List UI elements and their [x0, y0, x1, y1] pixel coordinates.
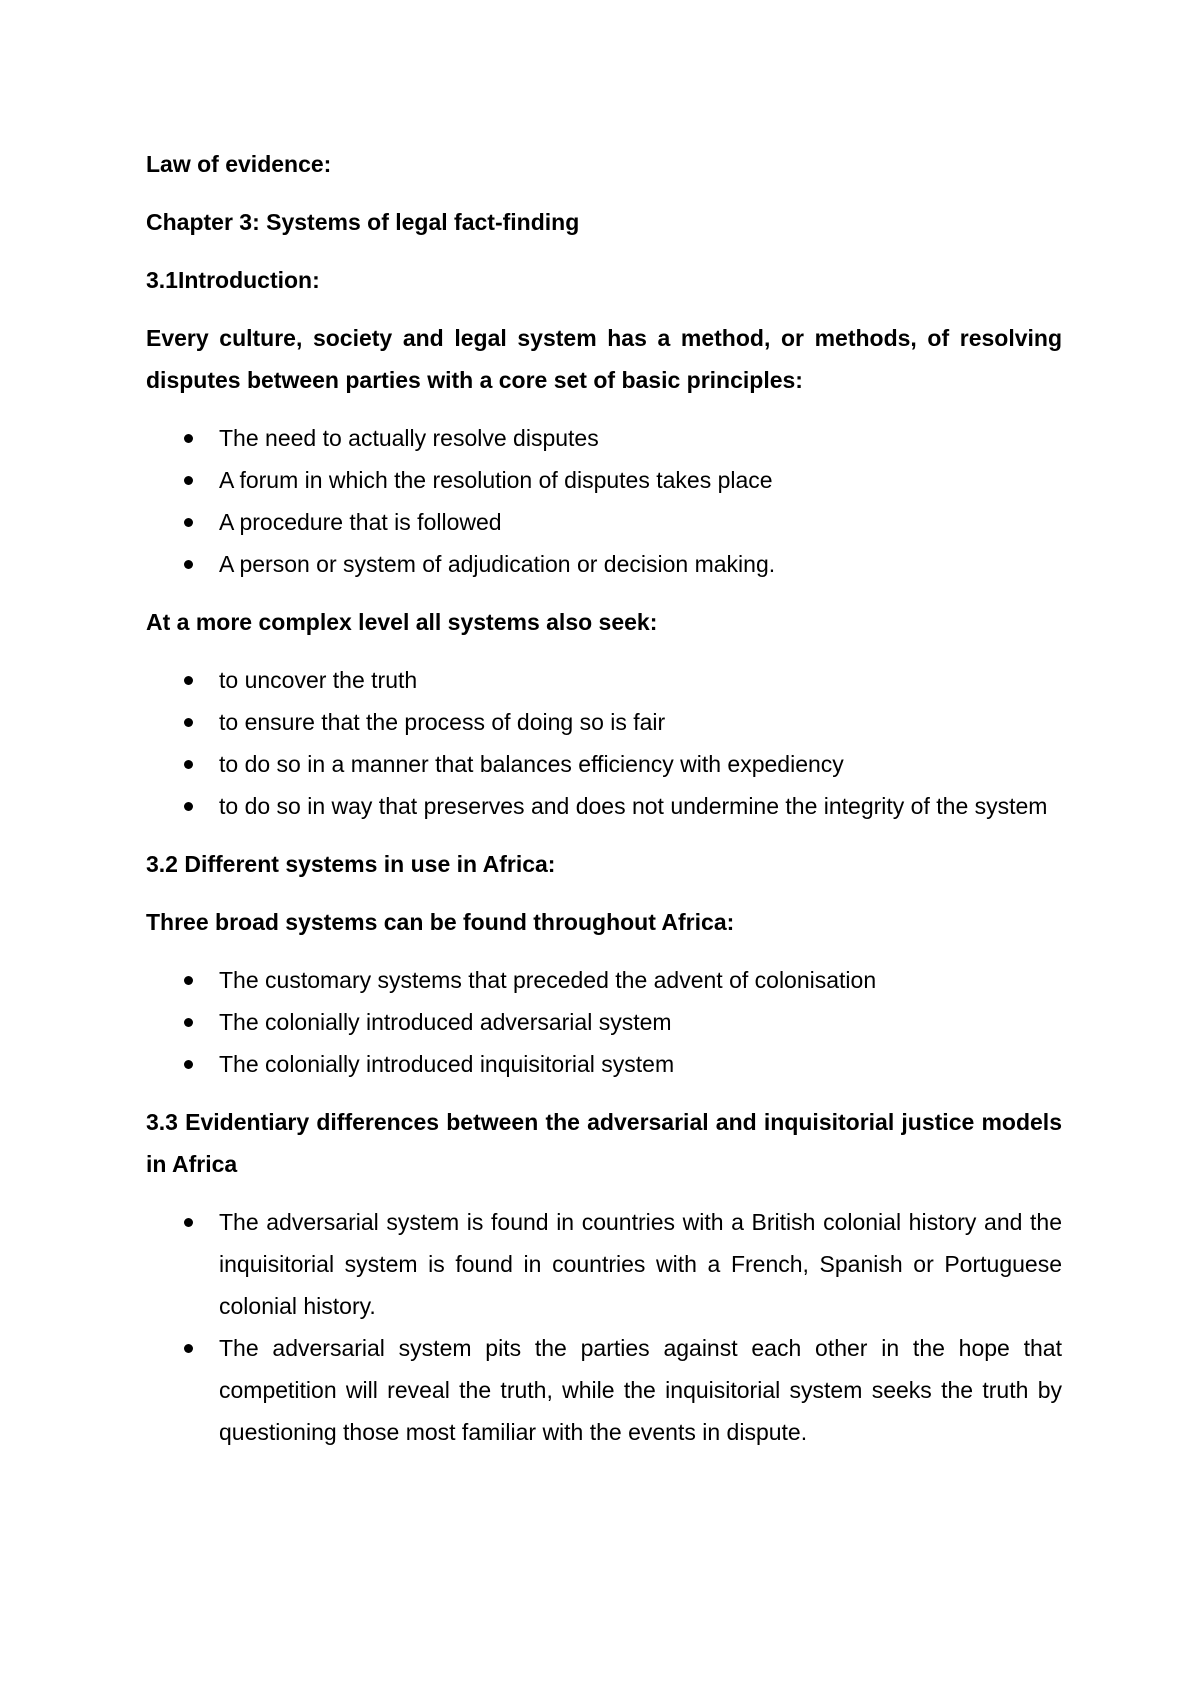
- list-item: [146, 501, 1062, 543]
- bullet-icon: [184, 1018, 193, 1027]
- systems-list: [146, 959, 1062, 1085]
- list-item-text: to do so in a manner that balances efficiency with expediency: [219, 751, 844, 777]
- list-item: [146, 659, 1062, 701]
- bullet-icon: [184, 760, 193, 769]
- list-item-text: The need to actually resolve disputes: [219, 425, 599, 451]
- bullet-icon: [184, 434, 193, 443]
- differences-list: [146, 1201, 1062, 1453]
- document-body: [146, 143, 1062, 1469]
- aims-list: [146, 659, 1062, 827]
- list-item: [146, 1327, 1062, 1453]
- list-item: [146, 1043, 1062, 1085]
- section-3-1-heading: 3.1Introduction:: [146, 267, 320, 293]
- section-3-3-heading: 3.3 Evidentiary differences between the adversarial and inquisitorial justice models in Africa: [146, 1109, 1062, 1177]
- list-item-text: to do so in way that preserves and does not undermine the integrity of the system: [219, 793, 1048, 819]
- complex-level-heading: At a more complex level all systems also seek:: [146, 609, 658, 635]
- bullet-icon: [184, 802, 193, 811]
- list-item-text: The adversarial system is found in countries with a British colonial history and the inquisitorial system is found in countries with a French, Spanish or Portuguese colonial history.: [219, 1209, 1062, 1319]
- bullet-icon: [184, 1060, 193, 1069]
- chapter-heading: Chapter 3: Systems of legal fact-finding: [146, 209, 580, 235]
- bullet-icon: [184, 976, 193, 985]
- list-item-text: A procedure that is followed: [219, 509, 502, 535]
- bullet-icon: [184, 1218, 193, 1227]
- list-item-text: to uncover the truth: [219, 667, 418, 693]
- bullet-icon: [184, 476, 193, 485]
- list-item: [146, 417, 1062, 459]
- document-title: Law of evidence:: [146, 151, 332, 177]
- list-item: [146, 459, 1062, 501]
- bullet-icon: [184, 560, 193, 569]
- list-item: [146, 959, 1062, 1001]
- bullet-icon: [184, 518, 193, 527]
- list-item: [146, 543, 1062, 585]
- list-item: [146, 1201, 1062, 1327]
- bullet-icon: [184, 676, 193, 685]
- section-3-2-heading: 3.2 Different systems in use in Africa:: [146, 851, 556, 877]
- list-item-text: to ensure that the process of doing so is fair: [219, 709, 666, 735]
- list-item: [146, 743, 1062, 785]
- principles-list: [146, 417, 1062, 585]
- list-item-text: A person or system of adjudication or decision making.: [219, 551, 776, 577]
- list-item: [146, 1001, 1062, 1043]
- list-item-text: A forum in which the resolution of disputes takes place: [219, 467, 773, 493]
- bullet-icon: [184, 1344, 193, 1353]
- section-3-1-intro: Every culture, society and legal system has a method, or methods, of resolving disputes between parties with a core set of basic principles:: [146, 325, 1062, 393]
- list-item-text: The colonially introduced inquisitorial system: [219, 1051, 675, 1077]
- list-item: [146, 701, 1062, 743]
- list-item-text: The customary systems that preceded the advent of colonisation: [219, 967, 877, 993]
- list-item: [146, 785, 1062, 827]
- bullet-icon: [184, 718, 193, 727]
- list-item-text: The colonially introduced adversarial system: [219, 1009, 672, 1035]
- list-item-text: The adversarial system pits the parties against each other in the hope that competition will reveal the truth, while the inquisitorial system seeks the truth by questioning those most familiar with the events in dispute.: [219, 1335, 1062, 1445]
- section-3-2-intro: Three broad systems can be found throughout Africa:: [146, 909, 735, 935]
